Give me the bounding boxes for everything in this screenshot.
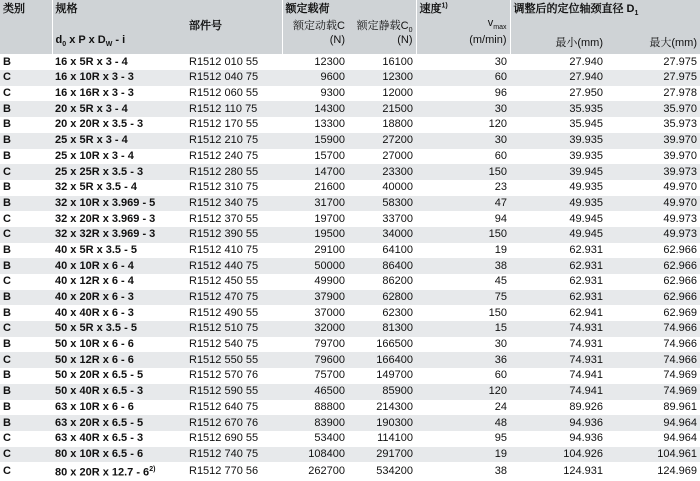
cell-static-load: 12000	[348, 86, 416, 102]
header-speed: 速度$^{1)}$	[416, 0, 510, 17]
header-vmax: $v_{max}$	[416, 17, 510, 34]
cell-type: C	[0, 321, 52, 337]
cell-speed: 96	[416, 86, 510, 102]
cell-part-number: R1512 770 56	[186, 462, 282, 481]
cell-min-diameter: 94.936	[510, 415, 606, 431]
table-row	[0, 211, 700, 227]
cell-dynamic-load: 37000	[282, 305, 348, 321]
cell-min-diameter: 62.931	[510, 258, 606, 274]
cell-type: C	[0, 274, 52, 290]
cell-size: 25 x 5R x 3 - 4	[52, 133, 186, 149]
cell-max-diameter: 39.970	[606, 149, 700, 165]
table-body	[0, 54, 700, 481]
cell-static-load: 166500	[348, 337, 416, 353]
cell-static-load: 40000	[348, 180, 416, 196]
cell-max-diameter: 89.961	[606, 400, 700, 416]
header-static-load: 额定静载$C_0$	[348, 17, 416, 34]
cell-speed: 30	[416, 337, 510, 353]
cell-type: B	[0, 54, 52, 70]
cell-part-number: R1512 510 75	[186, 321, 282, 337]
cell-part-number: R1512 170 55	[186, 117, 282, 133]
cell-part-number: R1512 240 75	[186, 149, 282, 165]
table-row	[0, 101, 700, 117]
table-row	[0, 431, 700, 447]
cell-size: 25 x 25R x 3.5 - 3	[52, 164, 186, 180]
cell-dynamic-load: 14300	[282, 101, 348, 117]
cell-part-number: R1512 280 55	[186, 164, 282, 180]
cell-speed: 36	[416, 352, 510, 368]
cell-type: B	[0, 180, 52, 196]
cell-min-diameter: 39.935	[510, 149, 606, 165]
cell-dynamic-load: 14700	[282, 164, 348, 180]
table-row	[0, 384, 700, 400]
header-speed-unit: (m/min)	[416, 34, 510, 50]
cell-type: B	[0, 133, 52, 149]
header-diameter: 调整后的定位轴颈直径 $D_1$	[510, 0, 700, 17]
cell-max-diameter: 39.970	[606, 133, 700, 149]
cell-type: B	[0, 400, 52, 416]
header-static-unit: (N)	[348, 34, 416, 50]
cell-type: C	[0, 431, 52, 447]
cell-dynamic-load: 53400	[282, 431, 348, 447]
cell-max-diameter: 27.975	[606, 70, 700, 86]
cell-dynamic-load: 108400	[282, 447, 348, 463]
cell-static-load: 86200	[348, 274, 416, 290]
cell-min-diameter: 74.931	[510, 352, 606, 368]
cell-part-number: R1512 010 55	[186, 54, 282, 70]
cell-static-load: 534200	[348, 462, 416, 481]
cell-type: C	[0, 70, 52, 86]
table-row	[0, 400, 700, 416]
cell-static-load: 62300	[348, 305, 416, 321]
cell-min-diameter: 62.941	[510, 305, 606, 321]
cell-min-diameter: 27.950	[510, 86, 606, 102]
header-part-no	[52, 17, 186, 34]
header-max: 最大(mm)	[606, 34, 700, 50]
cell-static-load: 23300	[348, 164, 416, 180]
cell-part-number: R1512 440 75	[186, 258, 282, 274]
cell-min-diameter: 62.931	[510, 290, 606, 306]
cell-speed: 120	[416, 384, 510, 400]
cell-dynamic-load: 13300	[282, 117, 348, 133]
cell-static-load: 114100	[348, 431, 416, 447]
footnote-marker: 2)	[149, 466, 156, 474]
table-row	[0, 290, 700, 306]
cell-dynamic-load: 9600	[282, 70, 348, 86]
header-type: 类别	[0, 0, 52, 17]
cell-size: 40 x 10R x 6 - 4	[52, 258, 186, 274]
cell-part-number: R1512 210 75	[186, 133, 282, 149]
cell-min-diameter: 74.931	[510, 321, 606, 337]
cell-speed: 38	[416, 258, 510, 274]
cell-part-number: R1512 590 55	[186, 384, 282, 400]
cell-part-number: R1512 110 75	[186, 101, 282, 117]
cell-size: 40 x 12R x 6 - 4	[52, 274, 186, 290]
cell-size: 32 x 10R x 3.969 - 5	[52, 196, 186, 212]
cell-size: 32 x 5R x 3.5 - 4	[52, 180, 186, 196]
cell-type: C	[0, 211, 52, 227]
cell-max-diameter: 35.973	[606, 117, 700, 133]
cell-dynamic-load: 88800	[282, 400, 348, 416]
cell-speed: 150	[416, 164, 510, 180]
cell-static-load: 81300	[348, 321, 416, 337]
cell-size: 32 x 20R x 3.969 - 3	[52, 211, 186, 227]
cell-max-diameter: 35.970	[606, 101, 700, 117]
cell-type: C	[0, 227, 52, 243]
table-row	[0, 447, 700, 463]
table-row	[0, 415, 700, 431]
cell-static-load: 149700	[348, 368, 416, 384]
cell-dynamic-load: 37900	[282, 290, 348, 306]
cell-dynamic-load: 21600	[282, 180, 348, 196]
cell-min-diameter: 74.941	[510, 384, 606, 400]
table-row	[0, 352, 700, 368]
cell-max-diameter: 39.973	[606, 164, 700, 180]
cell-size: 16 x 16R x 3 - 3	[52, 86, 186, 102]
cell-speed: 75	[416, 290, 510, 306]
cell-max-diameter: 62.966	[606, 258, 700, 274]
cell-dynamic-load: 32000	[282, 321, 348, 337]
cell-max-diameter: 49.970	[606, 196, 700, 212]
cell-part-number: R1512 370 55	[186, 211, 282, 227]
cell-min-diameter: 62.931	[510, 274, 606, 290]
cell-dynamic-load: 83900	[282, 415, 348, 431]
cell-speed: 30	[416, 54, 510, 70]
cell-dynamic-load: 19500	[282, 227, 348, 243]
table-row	[0, 196, 700, 212]
cell-min-diameter: 104.926	[510, 447, 606, 463]
cell-min-diameter: 35.945	[510, 117, 606, 133]
cell-type: C	[0, 447, 52, 463]
cell-min-diameter: 39.945	[510, 164, 606, 180]
cell-part-number: R1512 470 75	[186, 290, 282, 306]
cell-min-diameter: 27.940	[510, 54, 606, 70]
cell-type: C	[0, 86, 52, 102]
cell-min-diameter: 39.935	[510, 133, 606, 149]
cell-type: C	[0, 352, 52, 368]
cell-dynamic-load: 9300	[282, 86, 348, 102]
cell-size: 80 x 10R x 6.5 - 6	[52, 447, 186, 463]
cell-static-load: 21500	[348, 101, 416, 117]
cell-type: B	[0, 290, 52, 306]
cell-max-diameter: 62.966	[606, 290, 700, 306]
cell-speed: 150	[416, 227, 510, 243]
cell-part-number: R1512 640 75	[186, 400, 282, 416]
cell-size: 50 x 10R x 6 - 6	[52, 337, 186, 353]
cell-type: B	[0, 149, 52, 165]
cell-part-number: R1512 550 55	[186, 352, 282, 368]
cell-type: B	[0, 258, 52, 274]
cell-size: 50 x 12R x 6 - 6	[52, 352, 186, 368]
cell-part-number: R1512 310 75	[186, 180, 282, 196]
cell-speed: 48	[416, 415, 510, 431]
cell-dynamic-load: 15900	[282, 133, 348, 149]
table-row	[0, 164, 700, 180]
cell-size: 40 x 20R x 6 - 3	[52, 290, 186, 306]
cell-part-number: R1512 690 55	[186, 431, 282, 447]
cell-speed: 94	[416, 211, 510, 227]
cell-part-number: R1512 670 76	[186, 415, 282, 431]
cell-part-number: R1512 570 76	[186, 368, 282, 384]
cell-part-number: R1512 490 55	[186, 305, 282, 321]
cell-dynamic-load: 49900	[282, 274, 348, 290]
cell-speed: 60	[416, 368, 510, 384]
cell-speed: 150	[416, 305, 510, 321]
cell-static-load: 16100	[348, 54, 416, 70]
cell-static-load: 27000	[348, 149, 416, 165]
cell-speed: 45	[416, 274, 510, 290]
cell-static-load: 214300	[348, 400, 416, 416]
cell-size: 80 x 20R x 12.7 - 6$^{2)}$	[52, 462, 186, 481]
cell-type: B	[0, 305, 52, 321]
table-row	[0, 180, 700, 196]
table-row	[0, 149, 700, 165]
cell-static-load: 33700	[348, 211, 416, 227]
header-rated-load: 额定载荷	[282, 0, 416, 17]
cell-dynamic-load: 31700	[282, 196, 348, 212]
cell-static-load: 34000	[348, 227, 416, 243]
cell-max-diameter: 27.975	[606, 54, 700, 70]
cell-type: B	[0, 415, 52, 431]
header-dynamic-load: 额定动载C	[282, 17, 348, 34]
cell-max-diameter: 49.970	[606, 180, 700, 196]
header-spec: 规格	[52, 0, 186, 17]
cell-size: 63 x 10R x 6 - 6	[52, 400, 186, 416]
cell-speed: 120	[416, 117, 510, 133]
cell-speed: 24	[416, 400, 510, 416]
cell-dynamic-load: 29100	[282, 243, 348, 259]
cell-type: C	[0, 164, 52, 180]
cell-type: C	[0, 462, 52, 481]
cell-size: 40 x 40R x 6 - 3	[52, 305, 186, 321]
cell-size: 32 x 32R x 3.969 - 3	[52, 227, 186, 243]
cell-size: 20 x 20R x 3.5 - 3	[52, 117, 186, 133]
table-row	[0, 274, 700, 290]
cell-type: B	[0, 384, 52, 400]
cell-static-load: 190300	[348, 415, 416, 431]
cell-max-diameter: 104.961	[606, 447, 700, 463]
cell-max-diameter: 124.969	[606, 462, 700, 481]
cell-max-diameter: 62.969	[606, 305, 700, 321]
cell-static-load: 86400	[348, 258, 416, 274]
table-row	[0, 368, 700, 384]
cell-part-number: R1512 390 55	[186, 227, 282, 243]
table-row	[0, 305, 700, 321]
cell-max-diameter: 49.973	[606, 227, 700, 243]
cell-min-diameter: 49.945	[510, 211, 606, 227]
cell-static-load: 64100	[348, 243, 416, 259]
cell-static-load: 12300	[348, 70, 416, 86]
cell-speed: 47	[416, 196, 510, 212]
cell-size: 50 x 20R x 6.5 - 5	[52, 368, 186, 384]
table-row	[0, 243, 700, 259]
table-header	[0, 0, 700, 54]
cell-dynamic-load: 75700	[282, 368, 348, 384]
cell-type: B	[0, 243, 52, 259]
cell-dynamic-load: 12300	[282, 54, 348, 70]
cell-max-diameter: 74.966	[606, 321, 700, 337]
cell-max-diameter: 62.966	[606, 243, 700, 259]
cell-part-number: R1512 450 55	[186, 274, 282, 290]
table-row	[0, 321, 700, 337]
cell-min-diameter: 89.926	[510, 400, 606, 416]
cell-dynamic-load: 19700	[282, 211, 348, 227]
cell-size: 25 x 10R x 3 - 4	[52, 149, 186, 165]
cell-speed: 30	[416, 133, 510, 149]
cell-part-number: R1512 410 75	[186, 243, 282, 259]
cell-speed: 19	[416, 243, 510, 259]
cell-type: B	[0, 368, 52, 384]
cell-min-diameter: 74.941	[510, 368, 606, 384]
cell-dynamic-load: 50000	[282, 258, 348, 274]
cell-type: B	[0, 117, 52, 133]
cell-size: 16 x 5R x 3 - 4	[52, 54, 186, 70]
table-row	[0, 54, 700, 70]
cell-static-load: 62800	[348, 290, 416, 306]
cell-speed: 15	[416, 321, 510, 337]
cell-speed: 60	[416, 70, 510, 86]
cell-min-diameter: 49.945	[510, 227, 606, 243]
cell-dynamic-load: 46500	[282, 384, 348, 400]
cell-static-load: 166400	[348, 352, 416, 368]
header-spec-formula: $d_0$ x P x $D_W$ - i	[52, 34, 186, 50]
cell-part-number: R1512 540 75	[186, 337, 282, 353]
header-min: 最小(mm)	[510, 34, 606, 50]
cell-static-load: 85900	[348, 384, 416, 400]
cell-size: 50 x 5R x 3.5 - 5	[52, 321, 186, 337]
cell-min-diameter: 27.940	[510, 70, 606, 86]
cell-min-diameter: 35.935	[510, 101, 606, 117]
cell-max-diameter: 49.973	[606, 211, 700, 227]
cell-size: 50 x 40R x 6.5 - 3	[52, 384, 186, 400]
cell-static-load: 291700	[348, 447, 416, 463]
cell-min-diameter: 62.931	[510, 243, 606, 259]
cell-speed: 60	[416, 149, 510, 165]
cell-part-number: R1512 740 75	[186, 447, 282, 463]
cell-type: B	[0, 337, 52, 353]
cell-max-diameter: 74.966	[606, 337, 700, 353]
cell-type: B	[0, 196, 52, 212]
cell-min-diameter: 124.931	[510, 462, 606, 481]
header-part-number: 部件号	[186, 17, 282, 34]
cell-min-diameter: 74.931	[510, 337, 606, 353]
cell-max-diameter: 27.978	[606, 86, 700, 102]
table-row	[0, 462, 700, 481]
cell-size: 16 x 10R x 3 - 3	[52, 70, 186, 86]
table-row	[0, 70, 700, 86]
cell-max-diameter: 74.969	[606, 368, 700, 384]
cell-speed: 19	[416, 447, 510, 463]
cell-size: 63 x 40R x 6.5 - 3	[52, 431, 186, 447]
header-dynamic-unit: (N)	[282, 34, 348, 50]
cell-speed: 23	[416, 180, 510, 196]
cell-static-load: 27200	[348, 133, 416, 149]
cell-max-diameter: 94.964	[606, 431, 700, 447]
cell-static-load: 58300	[348, 196, 416, 212]
cell-min-diameter: 94.936	[510, 431, 606, 447]
table-row	[0, 133, 700, 149]
cell-size: 63 x 20R x 6.5 - 5	[52, 415, 186, 431]
table-row	[0, 227, 700, 243]
cell-max-diameter: 74.969	[606, 384, 700, 400]
cell-speed: 95	[416, 431, 510, 447]
cell-max-diameter: 74.966	[606, 352, 700, 368]
cell-part-number: R1512 340 75	[186, 196, 282, 212]
cell-size: 20 x 5R x 3 - 4	[52, 101, 186, 117]
cell-dynamic-load: 15700	[282, 149, 348, 165]
cell-max-diameter: 94.964	[606, 415, 700, 431]
cell-static-load: 18800	[348, 117, 416, 133]
cell-dynamic-load: 79600	[282, 352, 348, 368]
table-row	[0, 258, 700, 274]
cell-type: B	[0, 101, 52, 117]
table-row	[0, 117, 700, 133]
cell-speed: 30	[416, 101, 510, 117]
cell-min-diameter: 49.935	[510, 180, 606, 196]
cell-max-diameter: 62.966	[606, 274, 700, 290]
cell-dynamic-load: 262700	[282, 462, 348, 481]
table-row	[0, 337, 700, 353]
table-row	[0, 86, 700, 102]
cell-dynamic-load: 79700	[282, 337, 348, 353]
cell-speed: 38	[416, 462, 510, 481]
cell-part-number: R1512 060 55	[186, 86, 282, 102]
cell-min-diameter: 49.935	[510, 196, 606, 212]
cell-size: 40 x 5R x 3.5 - 5	[52, 243, 186, 259]
cell-part-number: R1512 040 75	[186, 70, 282, 86]
